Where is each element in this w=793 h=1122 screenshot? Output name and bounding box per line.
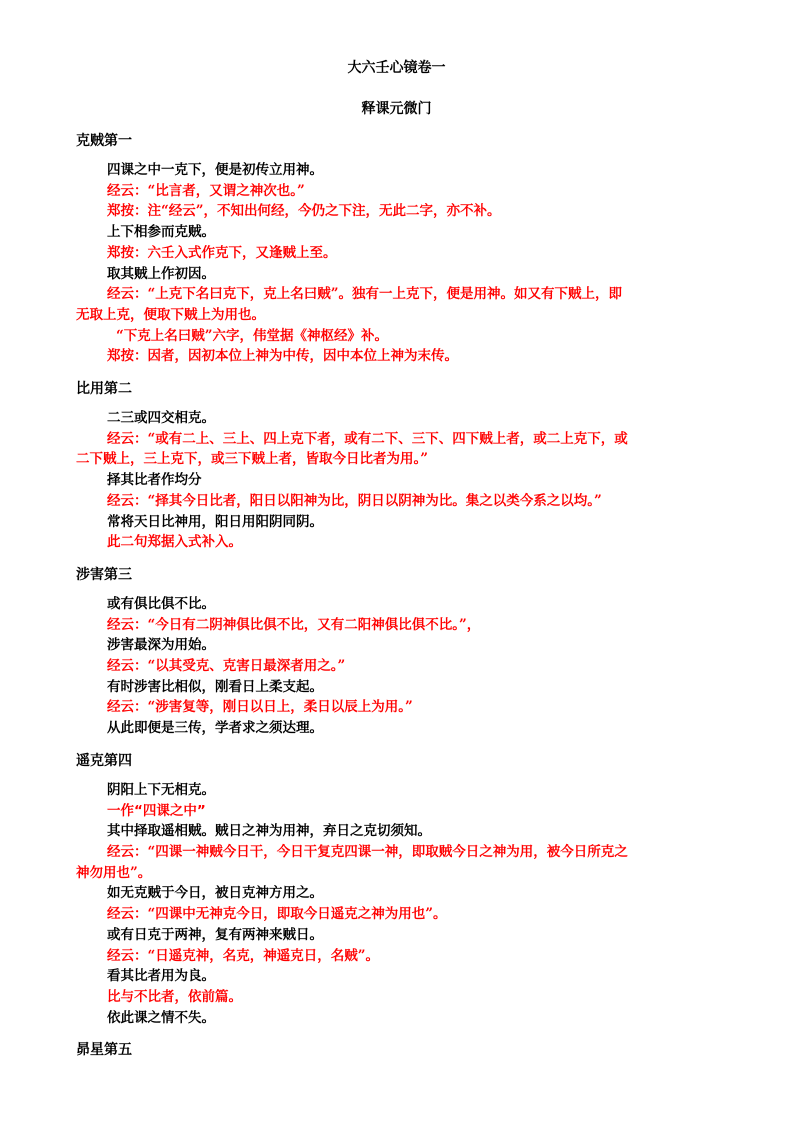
annotation-line: 经云：“日遥克神，名克，神遥克日，名贼”。 [107, 947, 380, 964]
verse-line: 上下相参而克贼。 [107, 224, 215, 241]
document-subtitle: 释课元微门 [361, 101, 432, 117]
verse-line: 二三或四交相克。 [107, 410, 215, 427]
verse-line: 依此课之情不失。 [107, 1009, 215, 1026]
section-gap [76, 739, 722, 748]
annotation-line: 经云：“今日有二阴神俱比俱不比，又有二阳神俱比俱不比。”， [107, 616, 481, 633]
annotation-line: 此二句郑据入式补入。 [107, 534, 242, 551]
verse-line: 取其贼上作初因。 [107, 265, 215, 282]
annotation-line: 比与不比者，依前篇。 [107, 988, 242, 1005]
section-heading: 比用第二 [76, 381, 132, 398]
verse-line: 其中择取遥相贼。贼日之神为用神，弃日之克切须知。 [107, 823, 431, 840]
section-heading: 涉害第三 [76, 566, 132, 583]
verse-line: 四课之中一克下，便是初传立用神。 [107, 162, 323, 178]
annotation-line: 郑按：六壬入式作克下，又逢贼上至。 [107, 244, 337, 261]
annotation-line: 郑按：注“经云”，不知出何经，今仍之下注，无此二字，亦不补。 [107, 203, 501, 220]
verse-line: 从此即便是三传，学者求之须达理。 [107, 720, 323, 737]
verse-line: 常将天日比神用，阳日用阳阴同阴。 [107, 513, 323, 530]
annotation-line: 郑按：因者，因初本位上神为中传，因中本位上神为末传。 [107, 348, 458, 365]
verse-line: 择其比者作均分 [107, 472, 202, 489]
verse-line: 涉害最深为用始。 [107, 637, 215, 654]
annotation-line: 经云：“或有二上、三上、四上克下者，或有二下、三下、四下贼上者，或二上克下，或 [107, 430, 628, 447]
section-heading: 克贼第一 [76, 133, 132, 149]
document-content [76, 128, 722, 1069]
annotation-line: “下克上名曰贼”六字，伟堂据《神枢经》补。 [116, 327, 389, 344]
annotation-line: 经云：“以其受克、克害日最深者用之。” [107, 658, 346, 675]
annotation-line: 经云：“四课中无神克今日，即取今日遥克之神为用也”。 [107, 906, 447, 923]
annotation-line-continued: 二下贼上，三上克下，或三下贼上者，皆取今日比者为用。” [76, 451, 429, 468]
annotation-line: 经云：“上克下名曰克下，克上名曰贼”。独有一上克下，便是用神。如又有下贼上，即 [107, 286, 623, 303]
annotation-line: 经云：“择其今日比者，阳日以阳神为比，阴日以阴神为比。集之以类今系之以均。” [107, 492, 602, 509]
verse-line: 看其比者用为良。 [107, 968, 215, 985]
verse-line: 如无克贼于今日，被日克神方用之。 [107, 885, 323, 902]
verse-line: 或有俱比俱不比。 [107, 595, 215, 612]
annotation-line: 经云：“涉害复等，刚日以日上，柔日以辰上为用。” [107, 699, 413, 716]
verse-line: 阴阳上下无相克。 [107, 781, 215, 798]
annotation-line-continued: 神勿用也”。 [76, 864, 152, 881]
section-heading: 昴星第五 [76, 1042, 132, 1059]
document-title: 大六壬心镜卷一 [347, 60, 446, 76]
section-gap [76, 367, 722, 376]
annotation-line: 一作“四课之中” [107, 802, 206, 819]
verse-line: 有时涉害比相似，刚看日上柔支起。 [107, 678, 323, 695]
annotation-line: 经云：“四课一神贼今日干，今日干复克四课一神，即取贼今日之神为用，被今日所克之 [107, 843, 628, 860]
verse-line: 或有日克于两神，复有两神来贼日。 [107, 926, 323, 943]
annotation-line: 经云：“比言者，又谓之神次也。” [107, 182, 305, 199]
annotation-line-continued: 无取上克，便取下贼上为用也。 [76, 306, 265, 323]
section-gap [76, 1028, 722, 1037]
section-heading: 遥克第四 [76, 752, 132, 769]
section-gap [76, 553, 722, 562]
